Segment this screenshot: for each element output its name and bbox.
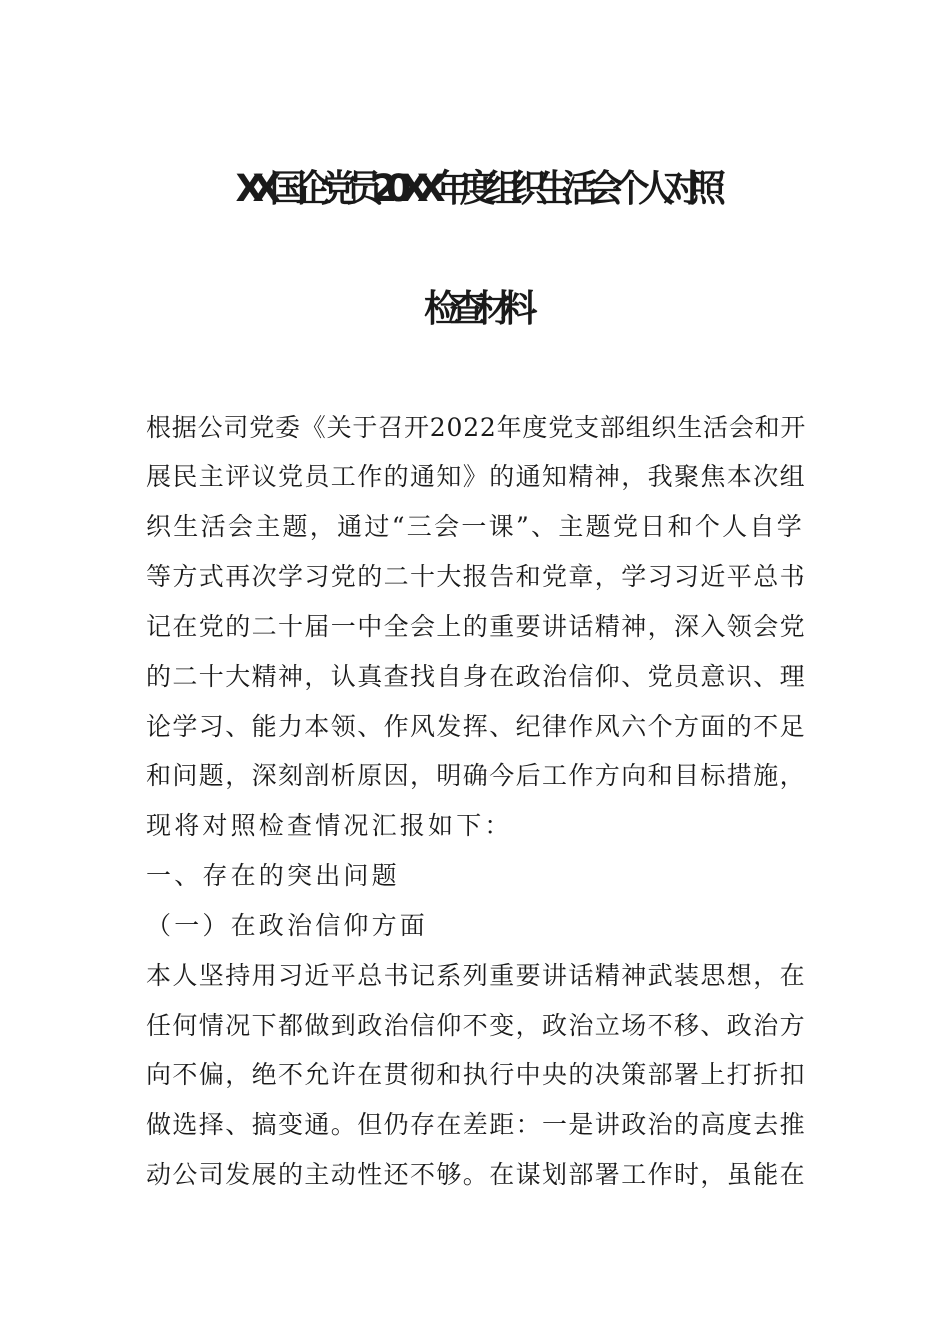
body-line: 展民主评议党员工作的通知》的通知精神，我聚焦本次组 [146,462,807,491]
body-line: 等方式再次学习党的二十大报告和党章，学习习近平总书 [146,562,807,591]
body-line: 和问题，深刻剖析原因，明确今后工作方向和目标措施， [146,761,807,790]
body-line: 根据公司党委《关于召开2022年度党支部组织生活会和开 [146,413,807,442]
body-line: 向不偏，绝不允许在贯彻和执行中央的决策部署上打折扣 [146,1060,807,1089]
body-line: 织生活会主题，通过“三会一课”、主题党日和个人自学 [146,512,805,541]
body-line: 论学习、能力本领、作风发挥、纪律作风六个方面的不足 [146,712,807,741]
body-line: 动公司发展的主动性还不够。在谋划部署工作时，虽能在 [146,1160,807,1189]
subsection-heading: （一）在政治信仰方面 [146,911,429,940]
body-line: 任何情况下都做到政治信仰不变，政治立场不移、政治方 [146,1011,807,1040]
section-heading: 一、存在的突出问题 [146,861,400,890]
body-line: 本人坚持用习近平总书记系列重要讲话精神武装思想，在 [146,961,807,990]
body-line: 记在党的二十届一中全会上的重要讲话精神，深入领会党 [146,612,807,641]
body-line: 做选择、搞变通。但仍存在差距：一是讲政治的高度去推 [146,1110,807,1139]
document-title-line-2: 检查材料 [424,287,526,330]
body-line: 现将对照检查情况汇报如下： [146,811,513,840]
body-line: 的二十大精神，认真查找自身在政治信仰、党员意识、理 [146,662,807,691]
document-title-line-1: XX国企党员20XX年度组织生活会个人对照 [235,167,715,210]
